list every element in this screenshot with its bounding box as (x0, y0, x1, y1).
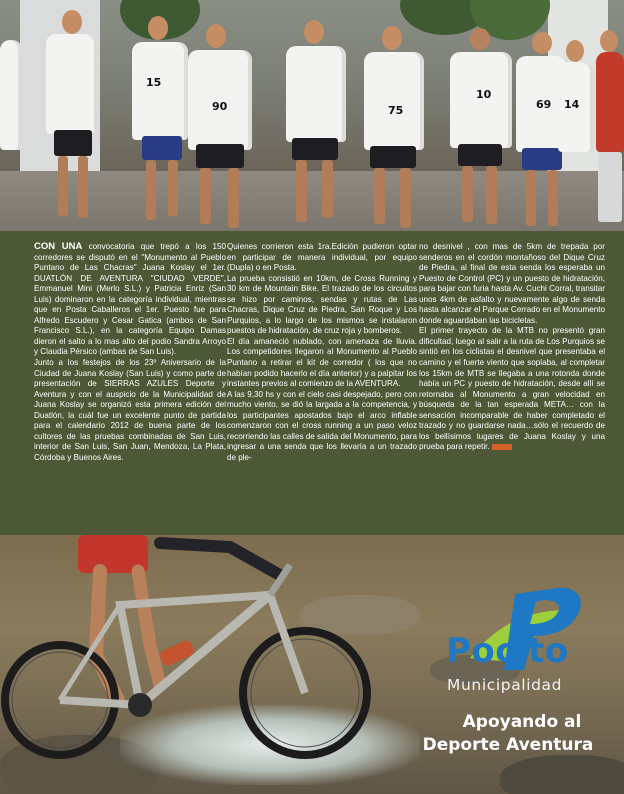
article-text (0, 231, 624, 535)
bib-number: 15 (146, 76, 162, 89)
paragraph (419, 326, 605, 453)
paragraph: no desnivel , con mas de 5km de trepada por senderos en el cordón montañoso del Dique Cruz de Piedra, al final de esta senda los esperaba un Puesto de Control (PC) y un puesto de hidratación, para bajar con furia hasta Av. Cuchi Corral, transitar unos 4km de asfalto y nuevamente algo de senda hasta alcanzar el Parque Cerrado en el Monumento donde aguardaban las bicicletas. (419, 242, 605, 325)
sponsor-subtitle: Municipalidad (447, 676, 563, 694)
article-column-2 (227, 242, 417, 463)
end-of-article-mark (492, 444, 512, 450)
sponsor-name: Pocito (446, 631, 569, 671)
slogan-line-2: Deporte Aventura (422, 735, 594, 755)
bib-number: 75 (388, 104, 404, 117)
paragraph-text: El primer trayecto de la MTB no presentó gran dificultad, luego al salir a la ruta de Los Purquios se sintió en los ciclistas el desnivel que presentaba el camino y el fuerte viento que soplaba, al completar los 15km de MTB se llegaba a una rotonda donde había un PC y puesto de hidratación, desde allí se retornaba al Monumento a gran velocidad en búsqueda de la tan esperada META… con la sensación incomparable de haber completado el trazado y no guardarse nada…sólo el recuerdo de los bellísimos lugares de Juana Koslay y una prueba para repetir. (419, 326, 605, 452)
paragraph (34, 242, 226, 358)
bib-number: 69 (536, 98, 552, 111)
paragraph: Quienes corrieron esta 1ra.Edición pudieron optar en participar de manera individual, por equipo (Dupla) o en Posta. (227, 242, 417, 273)
article-column-1 (34, 242, 226, 463)
paragraph: La prueba consistió en 10km, de Cross Running y 30 km de Mountain Bike. El trazado de los circuitos se hizo por caminos, sendas y rutas de Las Chacras, Dique Cruz de Piedra, San Roque y Los Purquios, a lo largo de los mismos se instalaron puestos de hidratación, de cruz roja y bomberos. (227, 273, 417, 336)
bib-number: 14 (564, 98, 580, 111)
bib-number: 10 (476, 88, 492, 101)
slogan-line-1: Apoyando al (462, 712, 582, 732)
paragraph: Junto a los festejos de los 23º Aniversario de la Ciudad de Juana Koslay (San Luis) y como parte de presentación de SIERRAS AZULES Deporte y Aventura y con el auspicio de la Municipalidad de Juana Koslay se organizó esta primera edición del Duatlón, la cuál fue un excelente punto de partida para el calendario 2012 de buena parte de los cultores de las pruebas combinadas de San Luis, interior de San Luis, San Juan, Mendoza, La Plata, Córdoba y Buenos Aires. (34, 358, 226, 462)
paragraph: El día amaneció nublado, con amenaza de lluvia. Los competidores llegaron al Monumento al Pueblo Puntano a retirar el kit de corredor ( los que no habían podido hacerlo el día anterior) y a palpitar los instantes previos al comienzo de la AVENTURA. (227, 336, 417, 389)
bib-number: 90 (212, 100, 228, 113)
paragraph-text: convocatoria que trepó a los 150 corredores se disputó en el "Monumento al Pueblo Puntano de Las Chacras" Juana Koslay el 1er. DUATLÓN DE AVENTURA "CIUDAD VERDE", Emmanuel Mini (Merlo S.L.) y Patricia Enriz (San Luis) dominaron en la categoría individual, mientras que en Posta Caballeros el 1er. Puesto fue para Alfredo Escudero y Cesar Gatica (ambos de San Francisco S.L.), en la categoría Equipo Damas dieron el salto a lo mas alto del podio Sandra Arroyo y Claudia Pérsico (ambas de San Luis). (34, 242, 226, 357)
paragraph: A las 9,30 hs y con el cielo casi despejado, pero con mucho viento, se dió la largada a la competencia, y los participantes apostados bajo el arco inflable comenzaron con el cross running a un paso veloz recorriendo las calles de salida del Monumento, para ingresar a una senda que los llevaría a un trazado de ple- (227, 389, 417, 462)
article-column-3 (419, 242, 605, 453)
runners-photo (0, 0, 624, 231)
lead-in: CON UNA (34, 241, 83, 252)
